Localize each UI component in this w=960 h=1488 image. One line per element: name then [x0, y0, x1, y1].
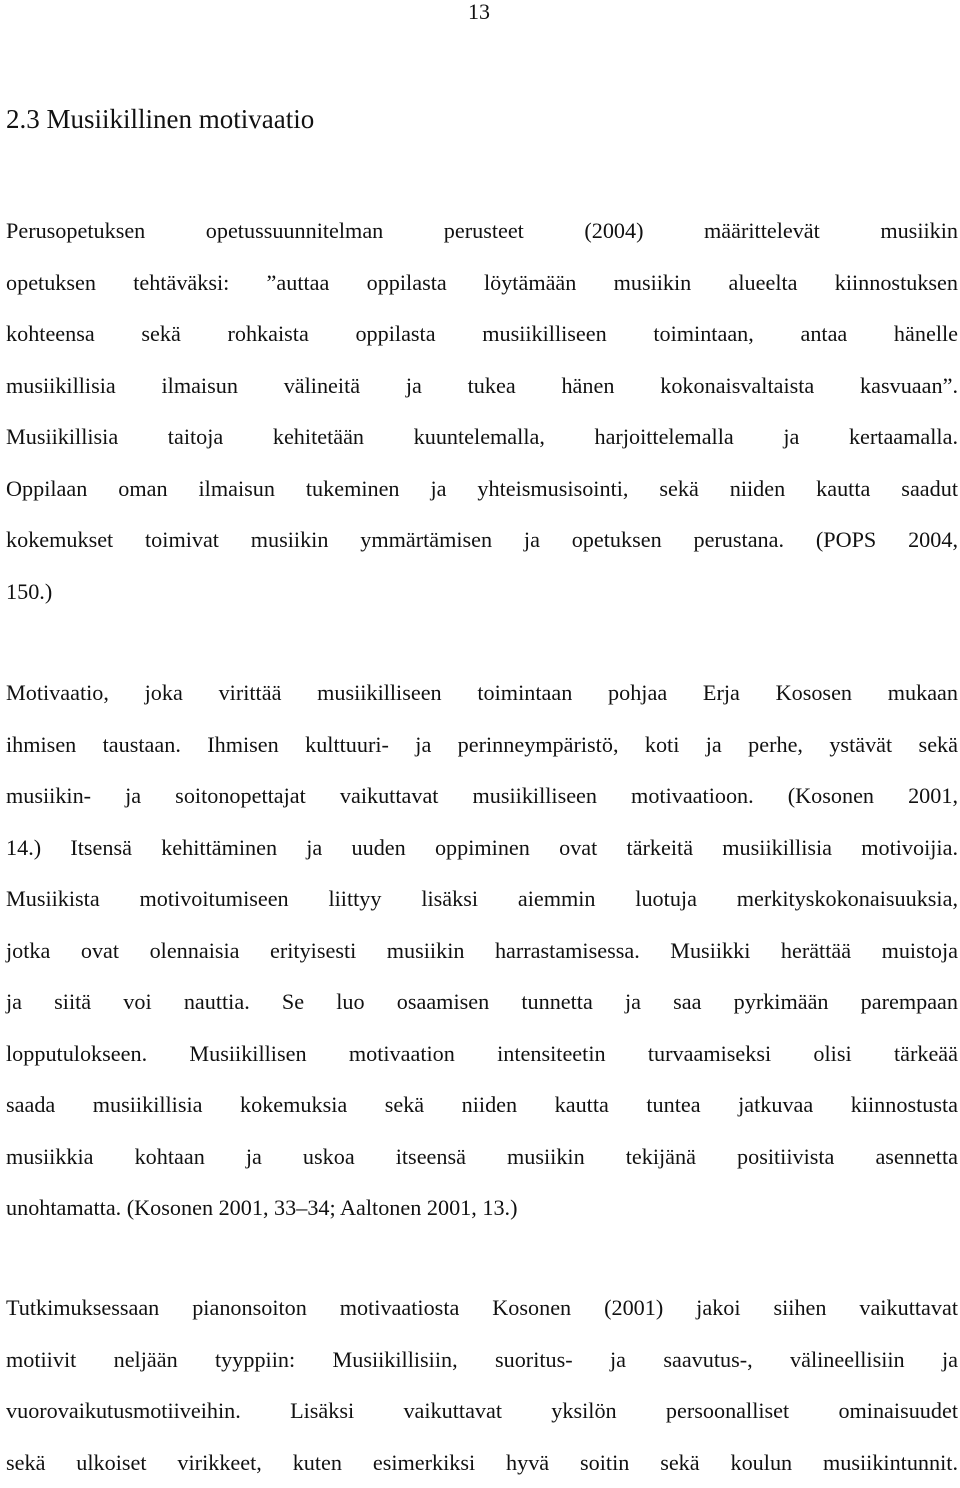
text-line: Perusopetuksen opetussuunnitelman perusteet (2004) määrittelevät musiikin: [6, 205, 958, 257]
text-line: kokemukset toimivat musiikin ymmärtämisen ja opetuksen perustana. (POPS 2004,: [6, 514, 958, 566]
page-number: 13: [468, 0, 490, 24]
text-line: Oppilaan oman ilmaisun tukeminen ja yhteismusisointi, sekä niiden kautta saadut: [6, 463, 958, 515]
text-line: musiikin- ja soitonopettajat vaikuttavat musiikilliseen motivaatioon. (Kosonen 2001,: [6, 770, 958, 822]
text-line: Musiikillisia taitoja kehitetään kuuntelemalla, harjoittelemalla ja kertaamalla.: [6, 411, 958, 463]
text-line: vuorovaikutusmotiiveihin. Lisäksi vaikuttavat yksilön persoonalliset ominaisuudet: [6, 1385, 958, 1437]
text-line: musiikkia kohtaan ja uskoa itseensä musiikin tekijänä positiivista asennetta: [6, 1131, 958, 1183]
text-line: unohtamatta. (Kosonen 2001, 33–34; Aaltonen 2001, 13.): [6, 1182, 958, 1234]
text-line: lopputulokseen. Musiikillisen motivaation intensiteetin turvaamiseksi olisi tärkeää: [6, 1028, 958, 1080]
text-line: musiikillisia ilmaisun välineitä ja tukea hänen kokonaisvaltaista kasvuaan”.: [6, 360, 958, 412]
text-line: kohteensa sekä rohkaista oppilasta musiikilliseen toimintaan, antaa hänelle: [6, 308, 958, 360]
paragraph-pops: [6, 205, 958, 617]
section-heading: 2.3 Musiikillinen motivaatio: [6, 101, 314, 137]
text-line: 150.): [6, 566, 958, 618]
text-line: opetuksen tehtäväksi: ”auttaa oppilasta löytämään musiikin alueelta kiinnostuksen: [6, 257, 958, 309]
text-line: Tutkimuksessaan pianonsoiton motivaatiosta Kosonen (2001) jakoi siihen vaikuttavat: [6, 1282, 958, 1334]
text-line: jotka ovat olennaisia erityisesti musiikin harrastamisessa. Musiikki herättää muistoja: [6, 925, 958, 977]
text-line: Musiikista motivoitumiseen liittyy lisäksi aiemmin luotuja merkityskokonaisuuksia,: [6, 873, 958, 925]
text-line: 14.) Itsensä kehittäminen ja uuden oppiminen ovat tärkeitä musiikillisia motivoijia.: [6, 822, 958, 874]
text-line: motiivit neljään tyyppiin: Musiikillisiin, suoritus- ja saavutus-, välineellisiin ja: [6, 1334, 958, 1386]
text-line: saada musiikillisia kokemuksia sekä niiden kautta tuntea jatkuvaa kiinnostusta: [6, 1079, 958, 1131]
paragraph-kosonen-study: [6, 1282, 958, 1488]
text-line: ja siitä voi nauttia. Se luo osaamisen tunnetta ja saa pyrkimään parempaan: [6, 976, 958, 1028]
text-line: sekä ulkoiset virikkeet, kuten esimerkiksi hyvä soitin sekä koulun musiikintunnit.: [6, 1437, 958, 1488]
paragraph-motivation: [6, 667, 958, 1234]
text-line: ihmisen taustaan. Ihmisen kulttuuri- ja perinneympäristö, koti ja perhe, ystävät sekä: [6, 719, 958, 771]
text-line: Motivaatio, joka virittää musiikilliseen toimintaan pohjaa Erja Kososen mukaan: [6, 667, 958, 719]
